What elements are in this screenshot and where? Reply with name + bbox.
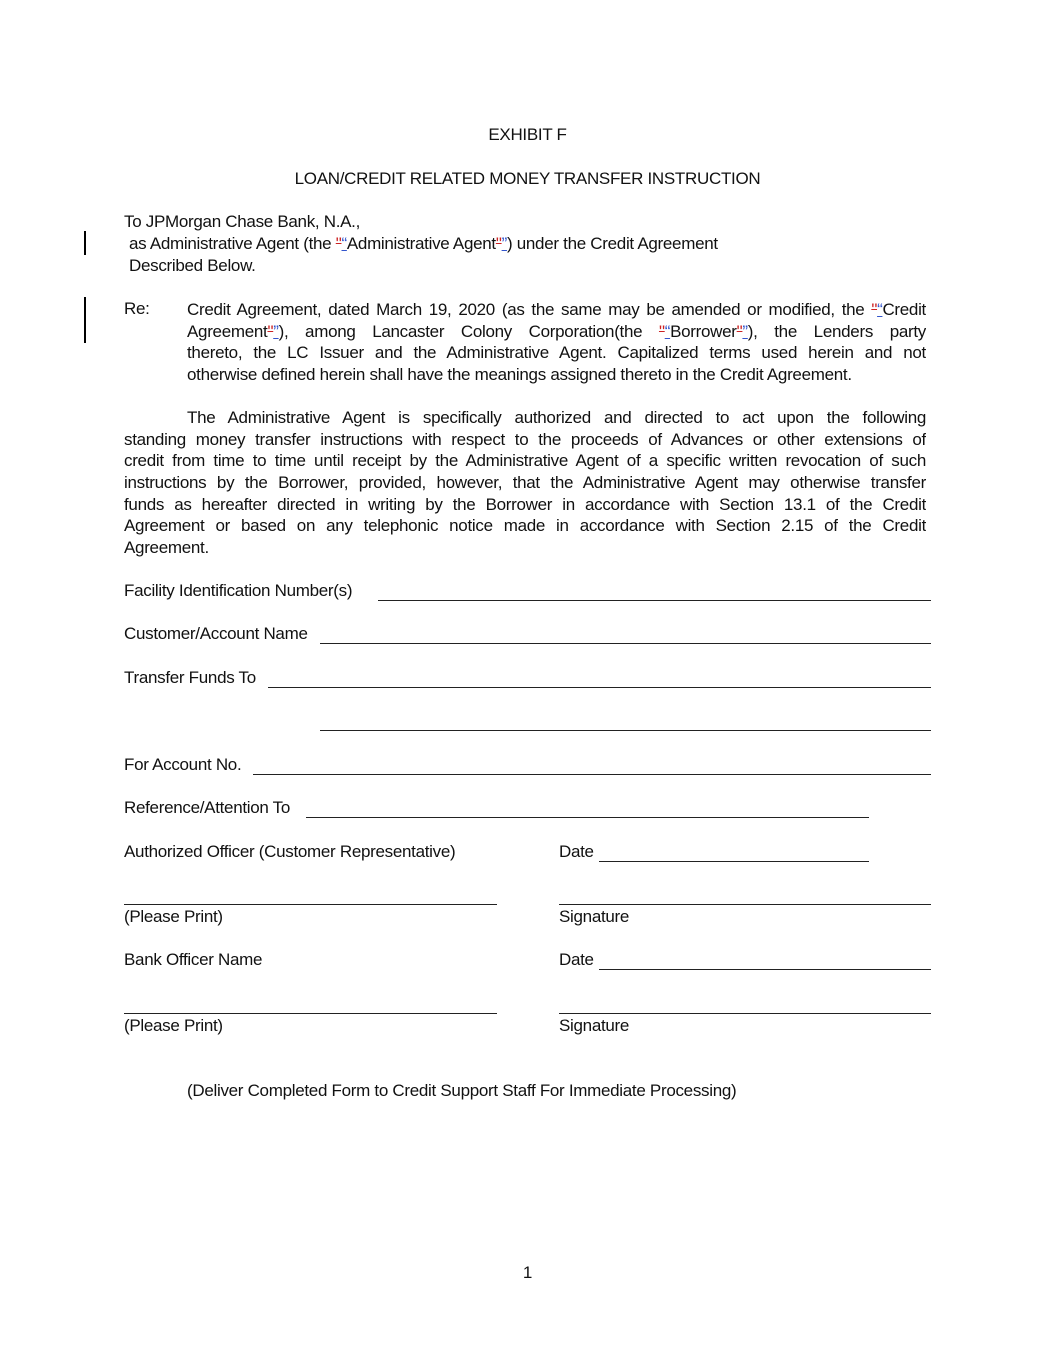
authorized-officer-label: Authorized Officer (Customer Representative)	[124, 842, 456, 861]
bank-officer-name-field[interactable]	[124, 1013, 497, 1014]
body-paragraph: The Administrative Agent is specifically authorized and directed to act upon the following standing money transfer instructions with respect to the proceeds of Advances or other extensions of credit from time to time until receipt by the Administrative Agent of a specific written revocation of such instructions by the Borrower, provided, however, that the Administrative Agent may otherwise transfer funds as hereafter directed in writing by the Borrower in accordance with Section 13.1 of the Credit Agreement or based on any telephonic notice made in accordance with Section 2.15 of the Credit Agreement.	[124, 408, 926, 558]
document-title: LOAN/CREDIT RELATED MONEY TRANSFER INSTRUCTION	[294, 169, 761, 188]
facility-id-label: Facility Identification Number(s)	[124, 581, 353, 600]
bank-officer-label: Bank Officer Name	[124, 950, 263, 969]
transfer-funds-label: Transfer Funds To	[124, 668, 256, 687]
address-line-1: To JPMorgan Chase Bank, N.A.,	[124, 212, 361, 231]
page-number: 1	[522, 1263, 533, 1282]
inserted-quote: “	[341, 234, 347, 253]
date-label: Date	[559, 950, 594, 969]
exhibit-label: EXHIBIT F	[488, 125, 567, 144]
signature-label: Signature	[559, 907, 630, 926]
re-paragraph: Credit Agreement, dated March 19, 2020 (as the same may be amended or modified, the "“Credit Agreement"”), among Lancaster Colony Corporation(the "“Borrower"”), the Lenders party thereto, the LC Issuer and the Administrative Agent. Capitalized terms used herein and not otherwise defined herein shall have the meanings assigned thereto in the Credit Agreement.	[187, 300, 926, 385]
please-print-label: (Please Print)	[124, 1016, 223, 1035]
date-label: Date	[559, 842, 594, 861]
officer-date-field[interactable]	[599, 861, 869, 862]
facility-id-field[interactable]	[378, 600, 931, 601]
deleted-quote: "	[495, 234, 502, 253]
signature-label: Signature	[559, 1016, 630, 1035]
officer-name-field[interactable]	[124, 904, 497, 905]
transfer-funds-field[interactable]	[268, 687, 931, 688]
transfer-funds-field-continued[interactable]	[320, 730, 931, 731]
re-label: Re:	[124, 299, 150, 318]
bank-officer-date-field[interactable]	[599, 969, 931, 970]
revision-bar	[84, 231, 86, 255]
customer-account-label: Customer/Account Name	[124, 624, 308, 643]
reference-field[interactable]	[306, 817, 869, 818]
account-number-label: For Account No.	[124, 755, 242, 774]
address-line-2: as Administrative Agent (the "“Administrative Agent"”) under the Credit Agreement	[129, 234, 718, 253]
account-number-field[interactable]	[253, 774, 931, 775]
address-line-3: Described Below.	[129, 256, 256, 275]
please-print-label: (Please Print)	[124, 907, 223, 926]
delivery-note: (Deliver Completed Form to Credit Support Staff For Immediate Processing)	[187, 1081, 737, 1100]
customer-account-field[interactable]	[320, 643, 931, 644]
inserted-quote: ”	[501, 234, 507, 253]
officer-signature-field[interactable]	[559, 904, 931, 905]
revision-bar	[84, 297, 86, 343]
bank-officer-signature-field[interactable]	[559, 1013, 931, 1014]
deleted-quote: "	[335, 234, 342, 253]
reference-label: Reference/Attention To	[124, 798, 291, 817]
